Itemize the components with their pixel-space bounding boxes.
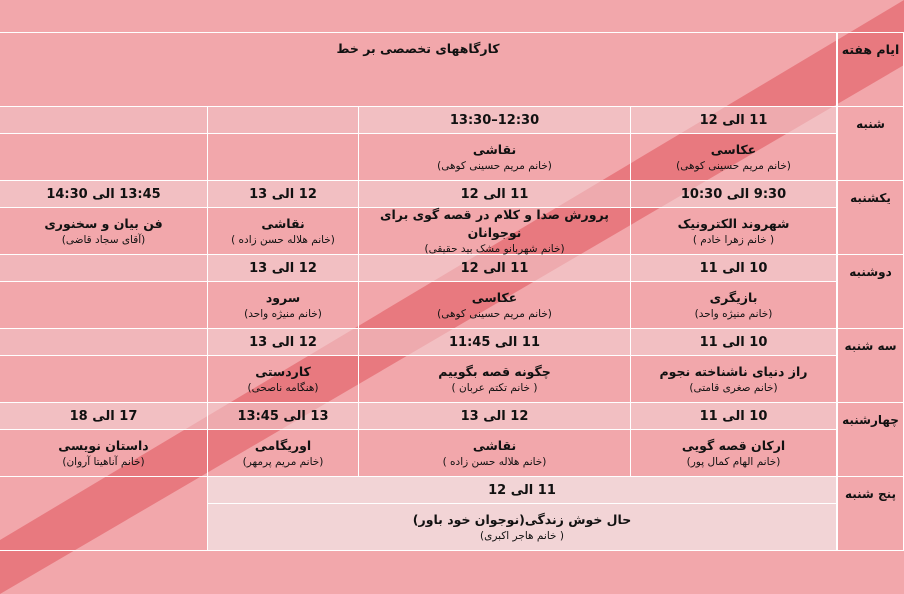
top-strip <box>0 0 904 33</box>
day-label-monday: دوشنبه <box>837 255 904 329</box>
empty-cell <box>0 134 208 181</box>
session-title: سرود <box>265 290 301 305</box>
session-teacher: (خانم مریم پرمهر) <box>242 456 324 468</box>
session-time: 10 الی 11 <box>631 329 837 356</box>
session-title: نقاشی <box>472 142 517 157</box>
session-cell <box>359 356 631 403</box>
empty-cell <box>0 282 208 329</box>
session-time: 9:30 الی 10:30 <box>631 181 837 208</box>
session-title: پرورش صدا و کلام در قصه گوی برای نوجوانان <box>380 207 609 240</box>
session-time: 12 الی 13 <box>359 403 631 430</box>
session-teacher: (خانم منیژه واحد) <box>694 308 773 320</box>
session-cell <box>631 356 837 403</box>
session-cell <box>631 208 837 255</box>
session-title: شهروند الکترونیک <box>677 216 790 231</box>
session-teacher: (آقای سجاد قاضی) <box>61 234 146 246</box>
session-teacher: ( خانم تکتم عربان ) <box>451 382 538 394</box>
session-cell <box>359 430 631 477</box>
table-title: کارگاههای تخصصی بر خط <box>0 33 837 107</box>
session-cell <box>631 282 837 329</box>
session-cell <box>0 208 208 255</box>
day-label-sunday: یکشنبه <box>837 181 904 255</box>
session-title: عکاسی <box>710 142 757 157</box>
session-cell <box>208 504 837 551</box>
session-time: 11 الی 12 <box>359 255 631 282</box>
session-teacher: (خانم هلاله حسن زاده ) <box>442 456 547 468</box>
session-teacher: (خانم منیژه واحد) <box>244 308 322 320</box>
day-label-thursday: پنج شنبه <box>837 477 904 551</box>
session-title: کاردستی <box>255 364 311 379</box>
session-time: 10 الی 11 <box>631 403 837 430</box>
session-teacher: (خانم آناهیتا آروان) <box>62 456 145 468</box>
session-teacher: (هنگامه ناصحی) <box>247 382 319 394</box>
session-teacher: ( خانم زهرا خادم ) <box>692 234 775 246</box>
day-label-saturday: شنبه <box>837 107 904 181</box>
days-column-header: ایام هفته <box>837 33 904 107</box>
session-time: 11 الی 12 <box>631 107 837 134</box>
session-time: 12 الی 13 <box>208 255 359 282</box>
session-teacher: (خانم مریم حسینی کوهی) <box>437 308 552 320</box>
session-title: بازیگری <box>709 290 758 305</box>
session-time: 10 الی 11 <box>631 255 837 282</box>
session-time: 11 الی 12 <box>359 181 631 208</box>
session-title: راز دنیای ناشناخته نجوم <box>659 364 808 379</box>
session-cell <box>208 208 359 255</box>
session-teacher: (خانم صغری قامتی) <box>689 382 778 394</box>
empty-time-cell <box>0 107 208 134</box>
session-teacher: (خانم مریم حسینی کوهی) <box>437 160 552 172</box>
session-time: 17 الی 18 <box>0 403 208 430</box>
session-time: 12:30–13:30 <box>359 107 631 134</box>
session-teacher: ( خانم هاجر اکبری) <box>480 530 564 542</box>
empty-time-cell <box>0 329 208 356</box>
session-cell <box>0 430 208 477</box>
session-time: 12 الی 13 <box>208 181 359 208</box>
session-title: عکاسی <box>471 290 518 305</box>
session-cell <box>208 282 359 329</box>
session-cell <box>631 134 837 181</box>
session-cell <box>359 208 631 255</box>
session-time: 13:45 الی 14:30 <box>0 181 208 208</box>
session-cell <box>208 430 359 477</box>
session-cell <box>359 134 631 181</box>
empty-time-cell <box>0 255 208 282</box>
session-title: ارکان قصه گویی <box>681 438 786 453</box>
session-title: چگونه قصه بگوییم <box>438 364 551 379</box>
session-teacher: (خانم هلاله حسن زاده ) <box>231 234 335 246</box>
session-time: 11 الی 11:45 <box>359 329 631 356</box>
session-cell <box>359 282 631 329</box>
session-title: فن بیان و سخنوری <box>44 216 163 231</box>
day-label-wednesday: چهارشنبه <box>837 403 904 477</box>
session-time: 13 الی 13:45 <box>208 403 359 430</box>
session-title: داستان نویسی <box>58 438 149 453</box>
session-teacher: (خانم شهربانو مشک بید حقیقی) <box>424 243 565 255</box>
empty-cell <box>0 477 208 551</box>
session-title: نقاشی <box>261 216 305 231</box>
session-title: حال خوش زندگی(نوجوان خود باور) <box>412 512 632 527</box>
empty-cell <box>208 134 359 181</box>
session-title: اوریگامی <box>254 438 312 453</box>
session-cell <box>208 356 359 403</box>
session-time: 11 الی 12 <box>208 477 837 504</box>
session-title: نقاشی <box>472 438 517 453</box>
session-time: 12 الی 13 <box>208 329 359 356</box>
empty-time-cell <box>208 107 359 134</box>
session-cell <box>631 430 837 477</box>
day-label-tuesday: سه شنبه <box>837 329 904 403</box>
session-teacher: (خانم مریم حسینی کوهی) <box>676 160 791 172</box>
empty-cell <box>0 356 208 403</box>
session-teacher: (خانم الهام کمال پور) <box>686 456 781 468</box>
